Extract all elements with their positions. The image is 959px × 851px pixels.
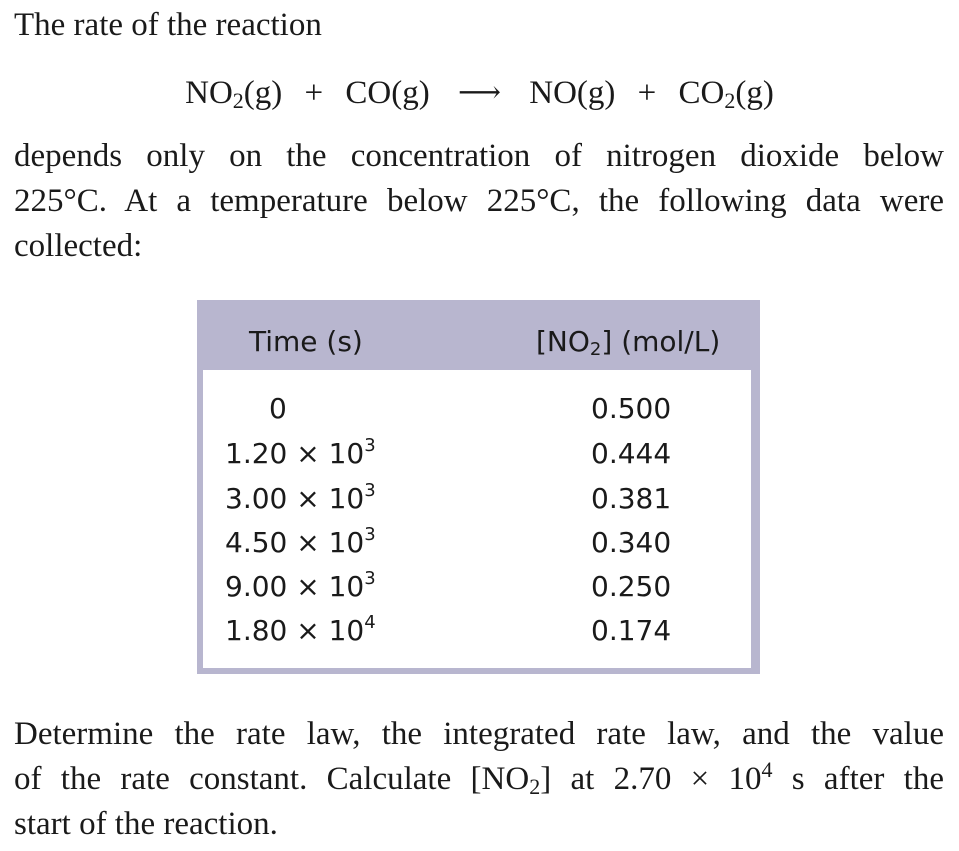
description-line: 225°C. At a temperature below 225°C, the following data were [14, 183, 944, 219]
question-line: start of the reaction. [14, 806, 278, 842]
product-co2: $CO_2(g)$ [678, 75, 774, 113]
reactant-no2: $NO_2(g)$ [185, 75, 283, 113]
table-row [203, 437, 751, 481]
question-text [14, 712, 944, 847]
concentration-cell: 0.444 [591, 437, 672, 470]
description-line: depends only on the concentration of nitrogen dioxide below [14, 138, 944, 174]
description-line: collected: [14, 228, 143, 264]
plus-sign: + [637, 75, 657, 111]
time-cell: $1.80 \times 10^4$ [225, 612, 376, 647]
description-text [14, 134, 944, 269]
reaction-arrow: ⟶ [457, 76, 501, 109]
header-concentration: $[NO_2]$ (mol/L) [536, 325, 721, 360]
table-row [203, 392, 751, 436]
concentration-cell: 0.381 [591, 482, 672, 515]
time-cell: $9.00 \times 10^3$ [225, 568, 376, 603]
time-cell: $3.00 \times 10^3$ [225, 480, 376, 515]
time-cell: $1.20 \times 10^3$ [225, 435, 376, 470]
table-header [197, 300, 760, 370]
time-cell: 0 [269, 392, 287, 425]
concentration-cell: 0.500 [591, 392, 672, 425]
time-cell: $4.50 \times 10^3$ [225, 524, 376, 559]
concentration-cell: 0.174 [591, 614, 672, 647]
header-time: Time (s) [249, 325, 363, 358]
reaction-equation [0, 70, 959, 116]
question-line: of the rate constant. Calculate $[NO_2]$ at $2.70 \times 10^4$ s after the [14, 757, 944, 799]
table-row [203, 526, 751, 570]
reactant-co: CO(g) [345, 75, 430, 111]
product-no: NO(g) [529, 75, 616, 111]
data-table [197, 300, 760, 674]
table-row [203, 570, 751, 614]
plus-sign: + [304, 75, 324, 111]
table-row [203, 614, 751, 658]
table-body [203, 370, 751, 668]
table-row [203, 482, 751, 526]
intro-text [14, 3, 944, 48]
intro-line: The rate of the reaction [14, 7, 322, 43]
concentration-cell: 0.340 [591, 526, 672, 559]
question-line: Determine the rate law, the integrated rate law, and the value [14, 716, 944, 752]
concentration-cell: 0.250 [591, 570, 672, 603]
